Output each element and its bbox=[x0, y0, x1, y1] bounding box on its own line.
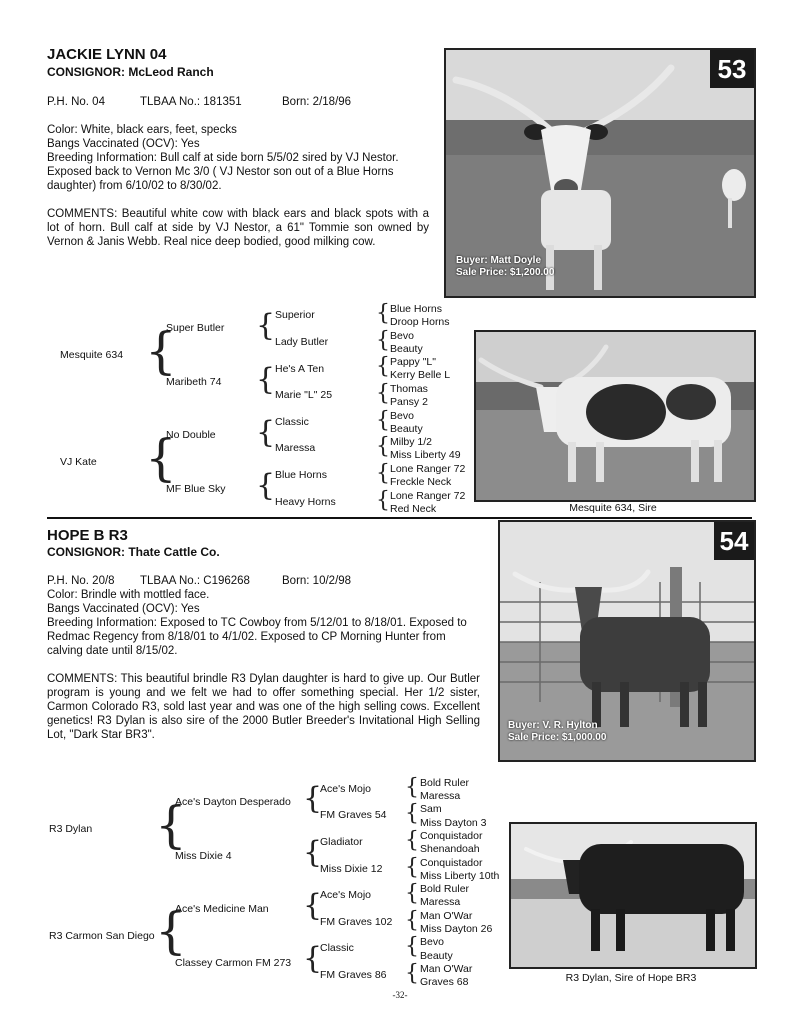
lot-54-sire-caption: R3 Dylan, Sire of Hope BR3 bbox=[565, 972, 697, 984]
pedigree-gen3: Heavy Horns bbox=[275, 496, 336, 508]
pedigree-gen4: Man O'War bbox=[420, 910, 473, 922]
lot-54-comments: COMMENTS: This beautiful brindle R3 Dylan daughter is hard to give up. Our Butler program is young and we felt we had to offer something special. Her 1/2 sister, Carmon Colorado R3, sold last year and was one of the high selling cows. Excellent genetics! R3 Dylan is also sire of the 2000 Butler Breeder's Invitational High Selling Lot, "Dark Star BR3". bbox=[47, 673, 480, 741]
lot-54-number-badge: 54 bbox=[714, 522, 754, 560]
pedigree-brace: { bbox=[376, 381, 390, 406]
pedigree-gen3: Ace's Mojo bbox=[320, 889, 372, 901]
pedigree-gen4: Red Neck bbox=[390, 503, 437, 515]
pedigree-gen4: Miss Dayton 26 bbox=[420, 923, 493, 935]
lot-53-number-badge: 53 bbox=[710, 50, 754, 88]
pedigree-brace: { bbox=[256, 362, 276, 397]
pedigree-gen4: Miss Liberty 10th bbox=[420, 870, 500, 882]
lot-54-consignor: CONSIGNOR: Thate Cattle Co. bbox=[47, 545, 220, 559]
pedigree-brace: { bbox=[405, 908, 419, 933]
pedigree-brace: { bbox=[405, 801, 419, 826]
lot-54-photo bbox=[498, 520, 756, 762]
pedigree-brace: { bbox=[145, 429, 177, 487]
pedigree-gen4: Lone Ranger 72 bbox=[390, 490, 466, 502]
pedigree-gen4: Maressa bbox=[420, 896, 461, 908]
pedigree-gen3: Marie "L" 25 bbox=[275, 389, 333, 401]
pedigree-gen2: Super Butler bbox=[166, 322, 225, 334]
pedigree-sire: Mesquite 634 bbox=[60, 349, 124, 361]
pedigree-brace: { bbox=[376, 434, 390, 459]
lot-53-tlbaa-number: TLBAA No.: 181351 bbox=[140, 96, 242, 108]
pedigree-gen4: Milby 1/2 bbox=[390, 436, 433, 448]
lot-54-color: Color: Brindle with mottled face. bbox=[47, 589, 210, 601]
pedigree-gen2: Ace's Dayton Desperado bbox=[175, 796, 291, 808]
lot-54-sire-photo bbox=[509, 822, 757, 969]
pedigree-brace: { bbox=[405, 775, 419, 800]
pedigree-sire: R3 Dylan bbox=[49, 823, 93, 835]
lot-54-buyer: Buyer: V. R. Hylton bbox=[508, 720, 598, 731]
pedigree-gen3: Gladiator bbox=[320, 836, 363, 848]
pedigree-gen3: Miss Dixie 12 bbox=[320, 863, 383, 875]
lot-53-sire-photo bbox=[474, 330, 756, 502]
lot-53-born: Born: 2/18/96 bbox=[282, 96, 352, 108]
pedigree-gen4: Bevo bbox=[390, 330, 414, 342]
pedigree-gen4: Thomas bbox=[390, 383, 428, 395]
lot-53-bangs: Bangs Vaccinated (OCV): Yes bbox=[47, 138, 200, 150]
pedigree-dam: VJ Kate bbox=[60, 456, 97, 468]
pedigree-gen2: MF Blue Sky bbox=[166, 483, 226, 495]
pedigree-gen4: Freckle Neck bbox=[390, 476, 452, 488]
lot-53-buyer: Buyer: Matt Doyle bbox=[456, 255, 542, 266]
pedigree-gen3: Lady Butler bbox=[275, 336, 329, 348]
pedigree-brace: { bbox=[405, 855, 419, 880]
pedigree-brace: { bbox=[155, 796, 187, 854]
pedigree-gen3: He's A Ten bbox=[275, 363, 325, 375]
lot-54-tlbaa-number: TLBAA No.: C196268 bbox=[140, 575, 250, 587]
pedigree-brace: { bbox=[303, 835, 323, 870]
lot-54-born: Born: 10/2/98 bbox=[282, 575, 352, 587]
pedigree-gen4: Droop Horns bbox=[390, 316, 450, 328]
lot-53-sire-caption: Mesquite 634, Sire bbox=[569, 502, 657, 514]
pedigree-brace: { bbox=[145, 322, 177, 380]
pedigree-brace: { bbox=[303, 781, 323, 816]
pedigree-gen2: Miss Dixie 4 bbox=[175, 850, 232, 862]
pedigree-gen4: Bold Ruler bbox=[420, 883, 470, 895]
pedigree-gen3: Superior bbox=[275, 309, 315, 321]
lot-54-sale-price: Sale Price: $1,000.00 bbox=[508, 732, 607, 743]
lot-54-title: HOPE B R3 bbox=[47, 527, 128, 544]
lot-54-ph-number: P.H. No. 20/8 bbox=[47, 575, 115, 587]
pedigree-gen4: Pappy "L" bbox=[390, 356, 436, 368]
pedigree-gen4: Man O'War bbox=[420, 963, 473, 975]
pedigree-brace: { bbox=[405, 881, 419, 906]
pedigree-gen3: Classic bbox=[275, 416, 309, 428]
lot-54-breeding-info: Breeding Information: Exposed to TC Cowboy from 5/12/01 to 8/18/01. Exposed to Redmac Regency from 8/18/01 to 4/1/02. Exposed to CP Morning Hunter from calving date until 8/15/02. bbox=[47, 617, 467, 657]
pedigree-gen3: Ace's Mojo bbox=[320, 783, 372, 795]
pedigree-gen3: Blue Horns bbox=[275, 469, 327, 481]
lot-53-title: JACKIE LYNN 04 bbox=[47, 46, 167, 63]
pedigree-gen4: Maressa bbox=[420, 790, 461, 802]
pedigree-brace: { bbox=[376, 301, 390, 326]
pedigree-brace: { bbox=[303, 888, 323, 923]
lot-53-consignor: CONSIGNOR: McLeod Ranch bbox=[47, 65, 214, 79]
pedigree-brace: { bbox=[256, 415, 276, 450]
pedigree-gen2: Classey Carmon FM 273 bbox=[175, 957, 292, 969]
pedigree-gen3: Maressa bbox=[275, 442, 316, 454]
lot-53-breeding-info: Breeding Information: Bull calf at side born 5/5/02 sired by VJ Nestor. Exposed back to Vernon Mc 3/0 ( VJ Nestor son out of a Blue Horns daughter) from 6/10/02 to 8/30/02. bbox=[47, 152, 399, 192]
pedigree-brace: { bbox=[256, 468, 276, 503]
lot-53-ph-number: P.H. No. 04 bbox=[47, 96, 105, 108]
lot-53-color: Color: White, black ears, feet, specks bbox=[47, 124, 237, 136]
pedigree-gen4: Kerry Belle L bbox=[390, 369, 451, 381]
pedigree-brace: { bbox=[405, 934, 419, 959]
pedigree-gen4: Sam bbox=[420, 803, 442, 815]
pedigree-gen2: Maribeth 74 bbox=[166, 376, 222, 388]
pedigree-gen4: Lone Ranger 72 bbox=[390, 463, 466, 475]
pedigree-gen4: Miss Dayton 3 bbox=[420, 817, 487, 829]
pedigree-gen3: FM Graves 86 bbox=[320, 969, 387, 981]
lot-53-sale-price: Sale Price: $1,200.00 bbox=[456, 267, 555, 278]
pedigree-gen3: Classic bbox=[320, 942, 354, 954]
pedigree-gen4: Bevo bbox=[420, 936, 444, 948]
pedigree-gen4: Beauty bbox=[390, 423, 423, 435]
pedigree-gen4: Miss Liberty 49 bbox=[390, 449, 461, 461]
lot-54-bangs: Bangs Vaccinated (OCV): Yes bbox=[47, 603, 200, 615]
pedigree-gen4: Graves 68 bbox=[420, 976, 469, 988]
pedigree-gen3: FM Graves 102 bbox=[320, 916, 393, 928]
pedigree-gen4: Blue Horns bbox=[390, 303, 442, 315]
pedigree-brace: { bbox=[256, 308, 276, 343]
pedigree-gen4: Beauty bbox=[390, 343, 423, 355]
pedigree-gen4: Bevo bbox=[390, 410, 414, 422]
pedigree-gen4: Bold Ruler bbox=[420, 777, 470, 789]
pedigree-gen4: Conquistador bbox=[420, 857, 483, 869]
pedigree-gen2: No Double bbox=[166, 429, 216, 441]
pedigree-brace: { bbox=[376, 408, 390, 433]
pedigree-brace: { bbox=[376, 328, 390, 353]
lot-53-photo bbox=[444, 48, 756, 298]
pedigree-brace: { bbox=[376, 354, 390, 379]
pedigree-gen4: Beauty bbox=[420, 950, 453, 962]
pedigree-brace: { bbox=[155, 902, 187, 960]
pedigree-gen4: Conquistador bbox=[420, 830, 483, 842]
pedigree-brace: { bbox=[405, 828, 419, 853]
lot-53-comments: COMMENTS: Beautiful white cow with black ears and black spots with a lot of horn. Bull calf at side by VJ Nestor, a 61" Tommie son owned by Vernon & Janis Webb. Real nice deep bodied, good milking cow. bbox=[47, 208, 429, 248]
pedigree-gen2: Ace's Medicine Man bbox=[175, 903, 269, 915]
section-divider bbox=[47, 517, 752, 519]
pedigree-dam: R3 Carmon San Diego bbox=[49, 930, 155, 942]
pedigree-brace: { bbox=[376, 461, 390, 486]
pedigree-gen3: FM Graves 54 bbox=[320, 809, 387, 821]
pedigree-brace: { bbox=[405, 961, 419, 986]
pedigree-brace: { bbox=[303, 941, 323, 976]
pedigree-brace: { bbox=[376, 488, 390, 513]
pedigree-gen4: Shenandoah bbox=[420, 843, 480, 855]
pedigree-gen4: Pansy 2 bbox=[390, 396, 428, 408]
page-number: -32- bbox=[392, 990, 408, 1000]
